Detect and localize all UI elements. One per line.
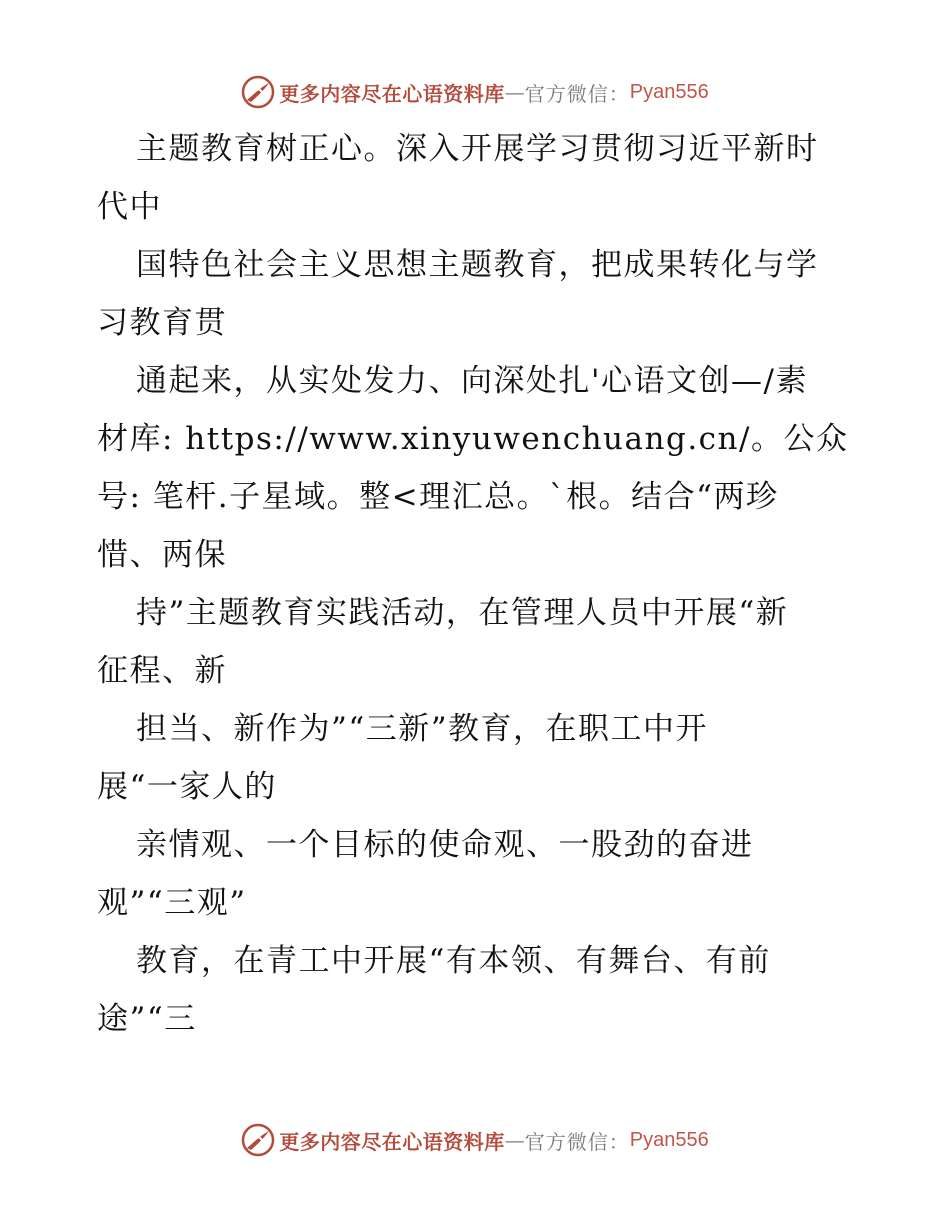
text-line: 材库: https://www.xinyuwenchuang.cn/。公众 bbox=[97, 421, 849, 457]
text-line: 展“一家人的 bbox=[97, 769, 277, 805]
footer-separator: — bbox=[504, 1128, 525, 1152]
pen-logo-icon bbox=[241, 75, 275, 109]
header-banner bbox=[0, 72, 950, 112]
text-line: 持”主题教育实践活动，在管理人员中开展“新 bbox=[136, 595, 789, 631]
text-line: 国特色社会主义思想主题教育，把成果转化与学 bbox=[136, 247, 819, 283]
text-line: 担当、新作为”“三新”教育，在职工中开 bbox=[136, 711, 709, 747]
footer-site-name: 更多内容尽在心语资料库 bbox=[279, 1129, 505, 1154]
text-line: 教育，在青工中开展“有本领、有舞台、有前 bbox=[136, 943, 771, 979]
text-line: 观”“三观” bbox=[97, 885, 247, 921]
text-line: 征程、新 bbox=[97, 653, 227, 689]
text-line: 惜、两保 bbox=[97, 537, 227, 573]
footer-banner bbox=[0, 1120, 950, 1160]
text-line: 通起来，从实处发力、向深处扎'心语文创—/素 bbox=[136, 363, 808, 399]
text-line: 途”“三 bbox=[97, 1001, 197, 1037]
pen-logo-icon bbox=[241, 1123, 275, 1157]
text-line: 亲情观、一个目标的使命观、一股劲的奋进 bbox=[136, 827, 754, 863]
text-line: 习教育贯 bbox=[97, 305, 227, 341]
footer-wechat-id: Pyan556 bbox=[629, 1128, 709, 1151]
document-body bbox=[97, 120, 857, 1048]
header-separator: — bbox=[504, 80, 525, 104]
footer-wechat-label: 官方微信： bbox=[524, 1129, 630, 1154]
text-line: 代中 bbox=[97, 189, 162, 225]
text-line: 号: 笔杆.子星域。整<理汇总。`根。结合“两珍 bbox=[97, 479, 779, 515]
text-line: 主题教育树正心。深入开展学习贯彻习近平新时 bbox=[136, 131, 819, 167]
header-wechat-id: Pyan556 bbox=[629, 80, 709, 103]
header-site-name: 更多内容尽在心语资料库 bbox=[279, 81, 505, 106]
header-wechat-label: 官方微信： bbox=[524, 81, 630, 106]
